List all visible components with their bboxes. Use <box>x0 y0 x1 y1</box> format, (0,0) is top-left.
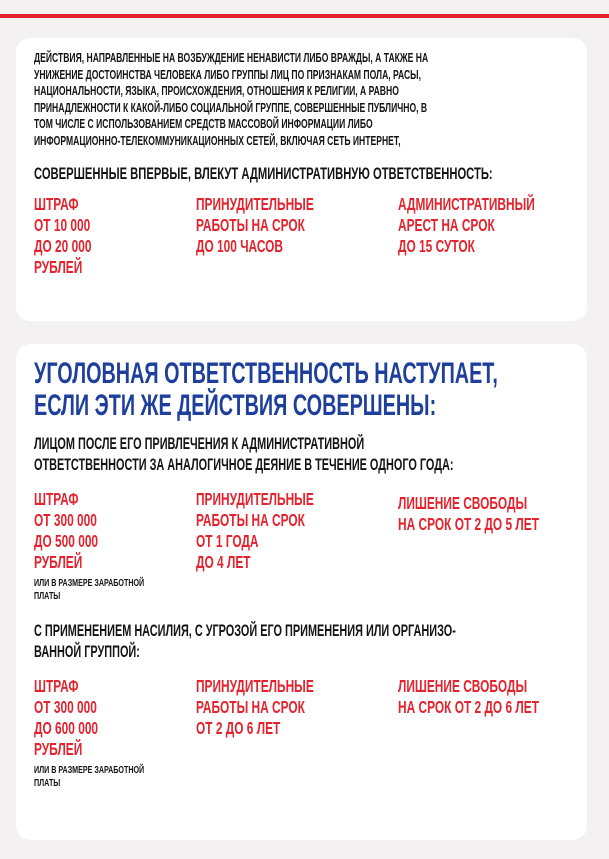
penalty-line: ДО 20 000 <box>34 235 92 256</box>
penalty-line: ОТ 2 ДО 6 ЛЕТ <box>196 718 281 738</box>
penalty-line: ЛИШЕНИЕ СВОБОДЫ <box>398 676 528 696</box>
offense-line: ДЕЙСТВИЯ, НАПРАВЛЕННЫЕ НА ВОЗБУЖДЕНИЕ НЕНАВИСТИ ЛИБО ВРАЖДЫ, А ТАКЖЕ НА <box>34 50 429 65</box>
penalty-line: РУБЛЕЙ <box>34 739 83 759</box>
case-line: ВАННОЙ ГРУППОЙ: <box>34 642 140 661</box>
penalty-line: ШТРАФ <box>34 193 79 214</box>
penalty-line: ДО 100 ЧАСОВ <box>196 235 284 256</box>
penalty-line: ЛИШЕНИЕ СВОБОДЫ <box>398 493 528 513</box>
penalty-line: ОТ 1 ГОДА <box>196 531 259 551</box>
case-violence <box>34 621 562 662</box>
offense-line: ПРИНАДЛЕЖНОСТИ К КАКОЙ-ЛИБО СОЦИАЛЬНОЙ ГРУППЕ, СОВЕРШЕННЫЕ ПУБЛИЧНО, В <box>34 99 428 115</box>
penalty-line: ДО 600 000 <box>34 718 99 738</box>
repeat-offense-penalties <box>34 489 569 613</box>
case-line: ЛИЦОМ ПОСЛЕ ЕГО ПРИВЛЕЧЕНИЯ К АДМИНИСТРАТИВНОЙ <box>34 435 365 453</box>
penalty-line: АДМИНИСТРАТИВНЫЙ <box>398 193 535 214</box>
penalty-line: ШТРАФ <box>34 489 79 509</box>
note-line: ИЛИ В РАЗМЕРЕ ЗАРАБОТНОЙ <box>34 577 145 589</box>
penalty-line: ОТ 300 000 <box>34 510 97 530</box>
heading-line: ЕСЛИ ЭТИ ЖЕ ДЕЙСТВИЯ СОВЕРШЕНЫ: <box>34 389 437 422</box>
offense-line: НАЦИОНАЛЬНОСТИ, ЯЗЫКА, ПРОИСХОЖДЕНИЯ, ОТНОШЕНИЯ К РЕЛИГИИ, А РАВНО <box>34 83 399 99</box>
criminal-heading <box>34 358 562 422</box>
penalty-line: ОТ 300 000 <box>34 697 97 717</box>
violence-penalties <box>34 676 569 800</box>
case-line: С ПРИМЕНЕНИЕМ НАСИЛИЯ, С УГРОЗОЙ ЕГО ПРИМЕНЕНИЯ ИЛИ ОРГАНИЗО- <box>34 622 456 640</box>
note-line: ПЛАТЫ <box>34 589 61 602</box>
penalty-line: ДО 500 000 <box>34 531 99 551</box>
offense-line: УНИЖЕНИЕ ДОСТОИНСТВА ЧЕЛОВЕКА ЛИБО ГРУППЫ ЛИЦ ПО ПРИЗНАКАМ ПОЛА, РАСЫ, <box>34 66 421 82</box>
penalty-line: АРЕСТ НА СРОК <box>398 214 495 235</box>
note-line: ПЛАТЫ <box>34 776 61 789</box>
penalty-line: ДО 15 СУТОК <box>398 235 475 256</box>
case-repeat-offense <box>34 434 562 475</box>
penalty-forced-labor <box>196 194 314 257</box>
penalty-forced-labor <box>196 676 314 739</box>
penalty-line: РАБОТЫ НА СРОК <box>196 510 305 530</box>
administrative-lead: СОВЕРШЕННЫЕ ВПЕРВЫЕ, ВЛЕКУТ АДМИНИСТРАТИВНУЮ ОТВЕТСТВЕННОСТЬ: <box>34 163 493 183</box>
offense-line: ИНФОРМАЦИОННО-ТЕЛЕКОММУНИКАЦИОННЫХ СЕТЕЙ, ВКЛЮЧАЯ СЕТЬ ИНТЕРНЕТ, <box>34 132 401 148</box>
penalty-line: ДО 4 ЛЕТ <box>196 552 251 572</box>
administrative-card <box>16 38 587 321</box>
penalty-line: РУБЛЕЙ <box>34 256 83 277</box>
penalty-fine <box>34 194 91 278</box>
penalty-imprisonment <box>398 493 539 535</box>
penalty-fine <box>34 489 144 602</box>
penalty-line: ПРИНУДИТЕЛЬНЫЕ <box>196 676 314 696</box>
offense-description <box>34 50 562 150</box>
penalty-note <box>34 577 144 602</box>
penalty-line: РАБОТЫ НА СРОК <box>196 214 305 235</box>
penalty-line: НА СРОК ОТ 2 ДО 6 ЛЕТ <box>398 697 539 717</box>
criminal-card <box>16 344 587 840</box>
penalty-fine <box>34 676 144 789</box>
penalty-line: ПРИНУДИТЕЛЬНЫЕ <box>196 489 314 509</box>
penalty-line: НА СРОК ОТ 2 ДО 5 ЛЕТ <box>398 514 539 534</box>
penalty-imprisonment <box>398 676 539 718</box>
penalty-line: ОТ 10 000 <box>34 214 91 235</box>
penalty-note <box>34 764 144 789</box>
case-line: ОТВЕТСТВЕННОСТИ ЗА АНАЛОГИЧНОЕ ДЕЯНИЕ В ТЕЧЕНИЕ ОДНОГО ГОДА: <box>34 455 454 474</box>
penalty-arrest <box>398 194 535 257</box>
penalty-line: ШТРАФ <box>34 676 79 696</box>
penalty-line: ПРИНУДИТЕЛЬНЫЕ <box>196 193 314 214</box>
note-line: ИЛИ В РАЗМЕРЕ ЗАРАБОТНОЙ <box>34 764 145 776</box>
offense-line: ТОМ ЧИСЛЕ С ИСПОЛЬЗОВАНИЕМ СРЕДСТВ МАССОВОЙ ИНФОРМАЦИИ ЛИБО <box>34 116 373 132</box>
top-accent-line <box>0 14 609 18</box>
penalty-forced-labor <box>196 489 314 573</box>
heading-line: УГОЛОВНАЯ ОТВЕТСТВЕННОСТЬ НАСТУПАЕТ, <box>34 357 498 390</box>
penalty-line: РУБЛЕЙ <box>34 552 83 572</box>
administrative-penalties <box>34 194 569 294</box>
penalty-line: РАБОТЫ НА СРОК <box>196 697 305 717</box>
